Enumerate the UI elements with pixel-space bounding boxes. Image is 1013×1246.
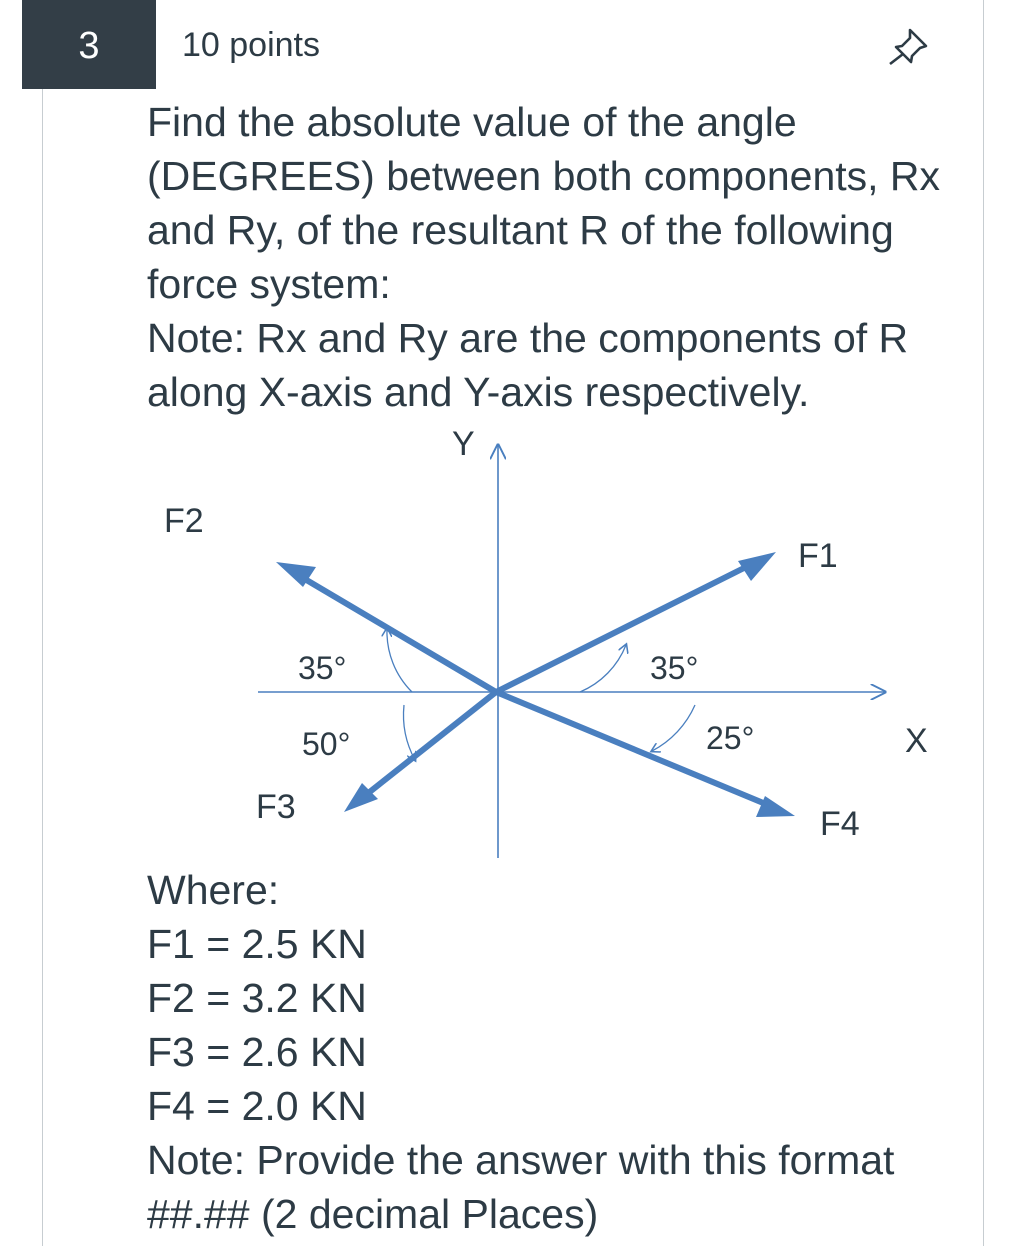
given-f2: F2 = 3.2 KN	[147, 975, 367, 1021]
axis-x-label: X	[905, 722, 928, 760]
given-f4: F4 = 2.0 KN	[147, 1083, 367, 1129]
f2-label: F2	[164, 502, 204, 540]
f4-label: F4	[820, 805, 860, 843]
f4-angle-label: 25°	[706, 720, 755, 756]
f4-arrowhead	[756, 796, 795, 817]
f4-angle-arc	[652, 705, 695, 751]
force-diagram	[140, 415, 940, 865]
f2-angle-label: 35°	[298, 650, 347, 686]
prompt-text: Find the absolute value of the angle (DEGREES) between both components, Rx and Ry, of the resultant R of the following force system:	[147, 99, 941, 307]
pin-icon[interactable]	[882, 24, 934, 66]
f3-arrow	[362, 692, 496, 798]
f3-angle-label: 50°	[302, 726, 351, 762]
prompt-note: Note: Rx and Ry are the components of R along X-axis and Y-axis respectively.	[147, 315, 909, 415]
f3-angle-arc	[404, 705, 415, 760]
axis-y-label: Y	[452, 425, 475, 463]
given-values	[147, 863, 967, 1241]
f1-arrowhead	[738, 552, 776, 581]
f1-angle-arc	[580, 645, 626, 692]
f3-label: F3	[256, 788, 296, 826]
f1-angle-label: 35°	[650, 650, 699, 686]
where-heading: Where:	[147, 867, 280, 913]
given-f1: F1 = 2.5 KN	[147, 921, 367, 967]
f1-arrow	[496, 565, 750, 692]
question-number-badge: 3	[22, 0, 156, 89]
given-f3: F3 = 2.6 KN	[147, 1029, 367, 1075]
question-prompt	[147, 95, 967, 419]
f1-label: F1	[798, 537, 838, 575]
answer-format-note: Note: Provide the answer with this format ##.## (2 decimal Places)	[147, 1137, 895, 1237]
question-points: 10 points	[182, 26, 320, 64]
